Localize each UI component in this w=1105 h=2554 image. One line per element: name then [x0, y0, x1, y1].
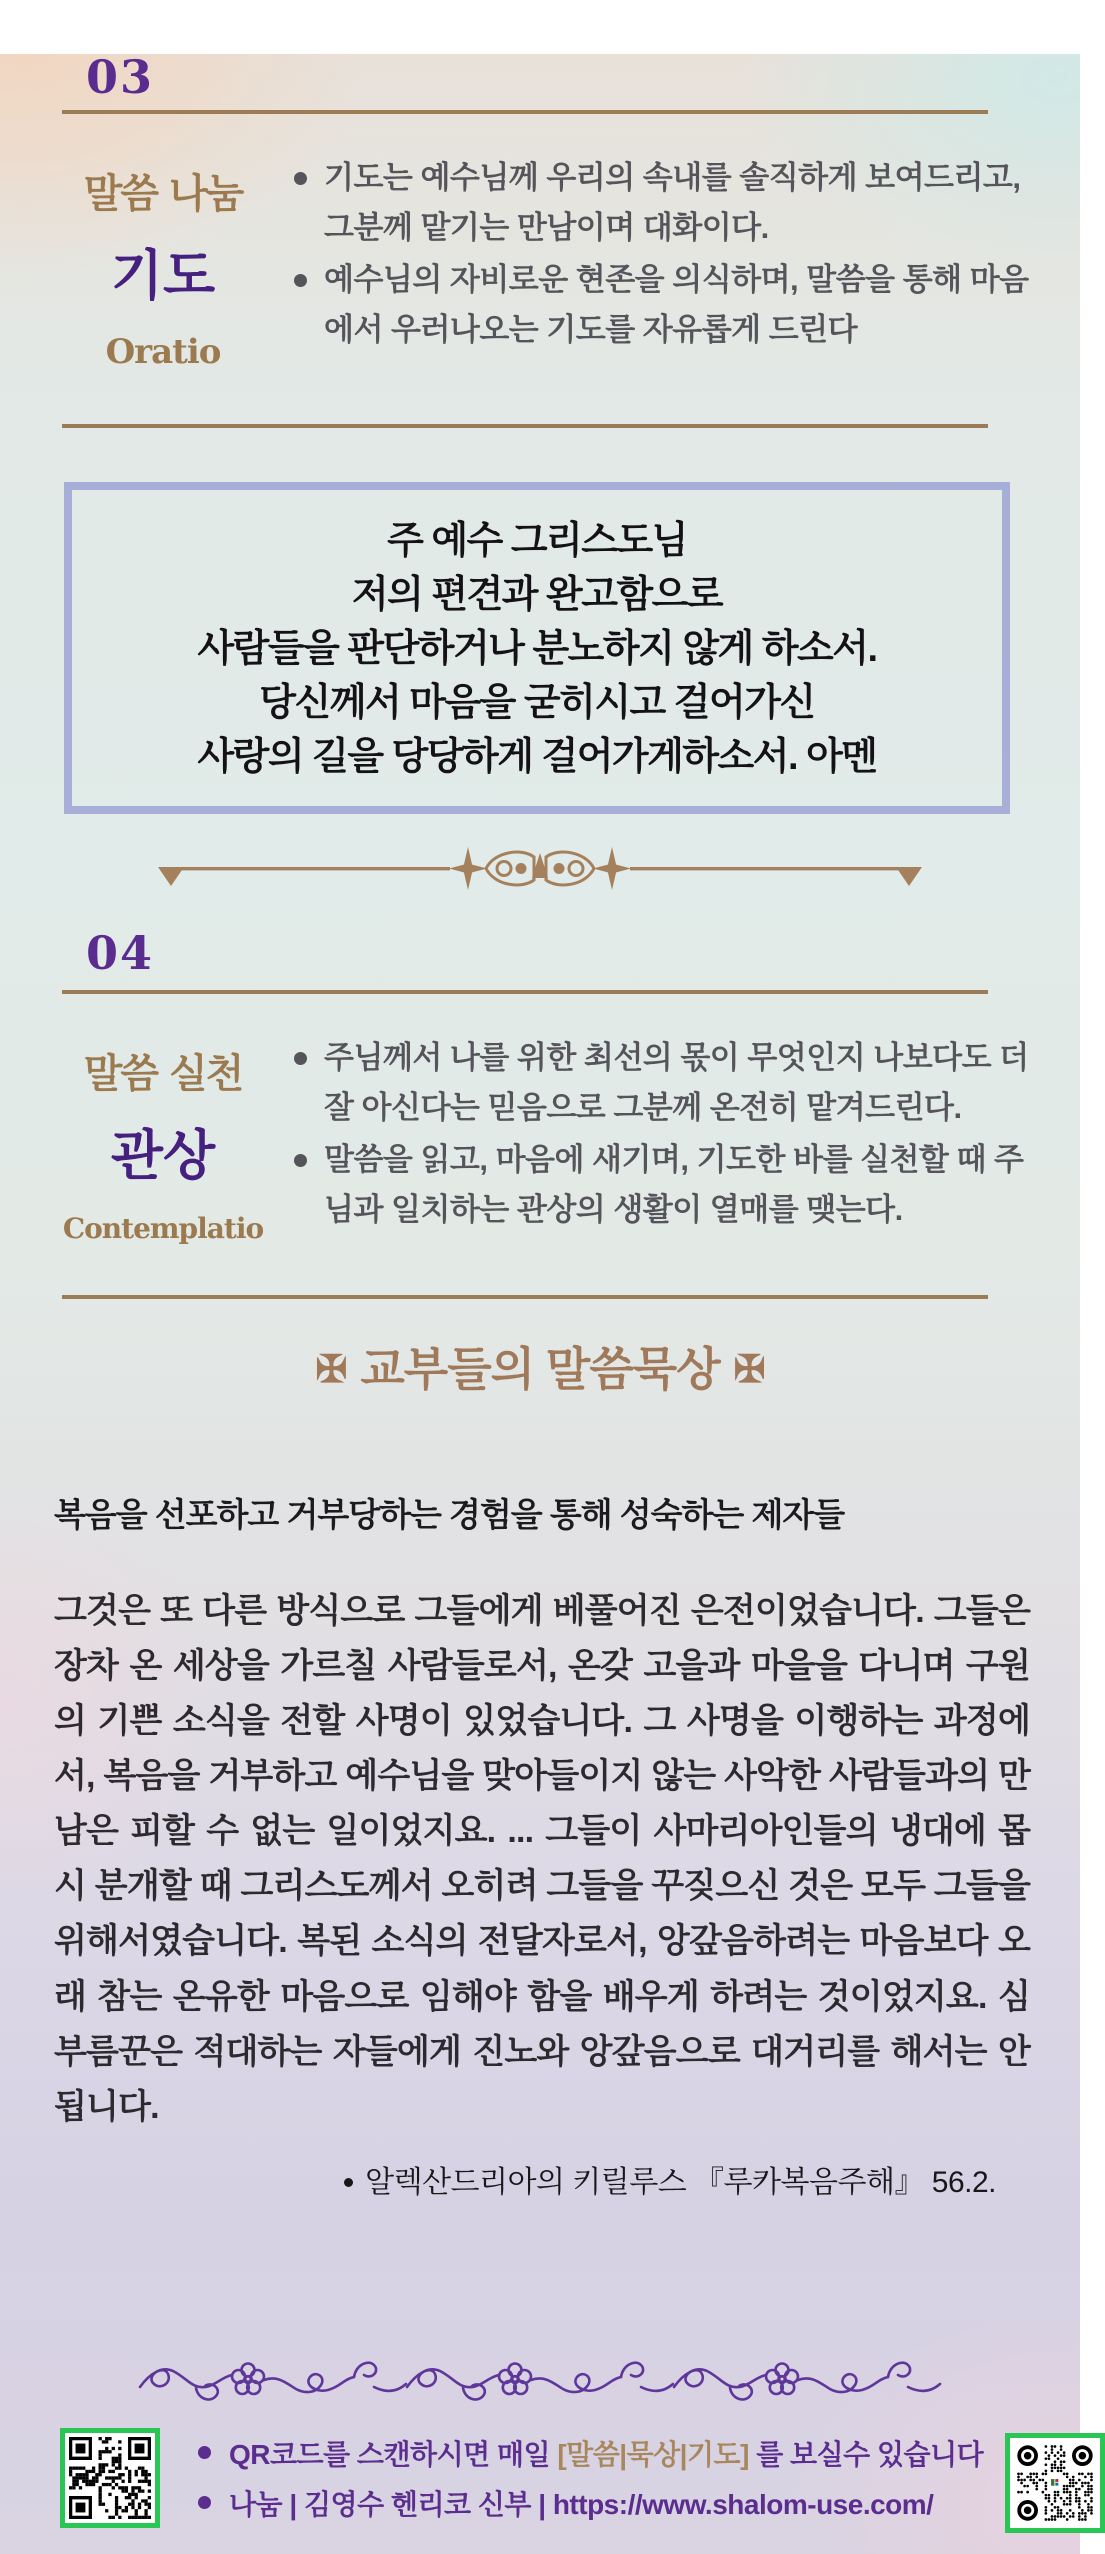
section-contemplatio-bullets: [294, 1030, 1038, 1245]
section-oratio: [58, 150, 1038, 372]
meditation-citation: [0, 2157, 996, 2201]
bullet-dot-icon: [294, 274, 307, 287]
bullet-dot-icon: [294, 172, 307, 185]
meditation-title-text: 교부들의 말씀묵상: [360, 1343, 720, 1395]
ornament-divider-icon: [150, 844, 930, 902]
label-contemplation: 관상: [110, 1123, 216, 1187]
maltese-cross-icon: ✠: [315, 1349, 347, 1391]
label-word-practice: 말씀 실천: [83, 1050, 243, 1097]
citation-text: 알렉산드리아의 키릴루스 『루카복음주해』 56.2.: [365, 2165, 996, 2199]
vine-divider-icon: [140, 2347, 940, 2411]
list-item: [294, 1033, 1038, 1132]
footer-line-1: [198, 2433, 983, 2473]
prayer-line: 사랑의 길을 당당하게 걸어가게하소서. 아멘: [197, 736, 877, 778]
bullet-dot-icon: [294, 1052, 307, 1065]
section-contemplatio: [58, 1030, 1038, 1245]
prayer-line: 저의 편견과 완고함으로: [351, 574, 723, 616]
list-item: [294, 255, 1038, 354]
qr-center-logo: [1050, 2478, 1061, 2488]
prayer-line: 주 예수 그리스도님: [387, 520, 687, 562]
footer-text: [198, 2423, 983, 2533]
section-number-contemplatio: 04: [86, 926, 155, 980]
prayer-line: 당신께서 마음을 굳히시고 걸어가신: [259, 682, 815, 724]
bullet-text: 기도는 예수님께 우리의 속내를 솔직하게 보여드리고, 그분께 맡기는 만남이며 대화이다.: [324, 160, 1021, 245]
meditation-body: 그것은 또 다른 방식으로 그들에게 베풀어진 은전이었습니다. 그들은 장차 온 세상을 가르칠 사람들로서, 온갖 고을과 마을을 다니며 구원의 기쁜 소식을 전할 사명이 있었습니다. 그 사명을 이행하는 과정에서, 복음을 거부하고 예수님을 맞아들이지 않는 사악한 사람들과의 만남은 피할 수 없는 일이었지요. ... 그들이 사마리아인들의 냉대에 몹시 분개할 때 그리스도께서 오히려 그들을 꾸짖으신 것은 모두 그들을 위해서였습니다. 복된 소식의 전달자로서, 앙갚음하려는 마음보다 오래 참는 온유한 마음으로 임해야 함을 배우게 하려는 것이었지요. 심부름꾼은 적대하는 자들에게 진노와 앙갚음으로 대거리를 해서는 안됩니다.: [54, 1592, 1030, 2126]
section-contemplatio-labels: [58, 1030, 268, 1245]
maltese-cross-icon: ✠: [733, 1349, 765, 1391]
divider-line: [62, 424, 988, 428]
footer-highlight: [말씀|묵상|기도]: [557, 2438, 749, 2470]
footer: [60, 2423, 1042, 2533]
section-oratio-bullets: [294, 150, 1038, 372]
section-oratio-labels: [58, 150, 268, 372]
bullet-text: 예수님의 자비로운 현존을 의식하며, 말씀을 통해 마음에서 우러나오는 기도를 자유롭게 드린다: [324, 262, 1029, 347]
list-item: [294, 1135, 1038, 1234]
bullet-dot-icon: [294, 1154, 307, 1167]
section-number-oratio: 03: [86, 50, 155, 104]
meditation-title: [0, 1333, 1080, 1399]
bullet-dot-icon: [198, 2446, 211, 2459]
label-prayer: 기도: [110, 243, 216, 307]
meditation-subtitle: 복음을 선포하고 거부당하는 경험을 통해 성숙하는 제자들: [54, 1496, 845, 1533]
label-contemplatio-latin: Contemplatio: [62, 1212, 264, 1245]
devotional-card: [0, 50, 1080, 2554]
bullet-dot-icon: [198, 2496, 211, 2509]
label-oratio-latin: Oratio: [105, 332, 221, 372]
prayer-line: 사람들을 판단하거나 분노하지 않게 하소서.: [197, 628, 877, 670]
qr-code-right: [1005, 2433, 1105, 2533]
prayer-box: [64, 482, 1010, 814]
divider-line: [62, 1295, 988, 1299]
footer-line1-text: QR코드를 스캔하시면 매일 [말씀|묵상|기도] 를 보실수 있습니다: [229, 2438, 984, 2470]
divider-line: [62, 990, 988, 994]
label-word-sharing: 말씀 나눔: [83, 170, 243, 217]
qr-code-left: [60, 2428, 160, 2528]
bullet-text: 말씀을 읽고, 마음에 새기며, 기도한 바를 실천할 때 주님과 일치하는 관상의 생활이 열매를 맺는다.: [324, 1142, 1024, 1227]
bullet-dot-icon: [344, 2178, 353, 2187]
footer-line2-text: 나눔 | 김영수 헨리코 신부 | https://www.shalom-use.com/: [229, 2488, 934, 2520]
bullet-text: 주님께서 나를 위한 최선의 몫이 무엇인지 나보다도 더 잘 아신다는 믿음으로 그분께 온전히 맡겨드린다.: [324, 1040, 1029, 1125]
divider-line: [62, 110, 988, 114]
list-item: [294, 153, 1038, 252]
footer-line-2: [198, 2483, 983, 2523]
